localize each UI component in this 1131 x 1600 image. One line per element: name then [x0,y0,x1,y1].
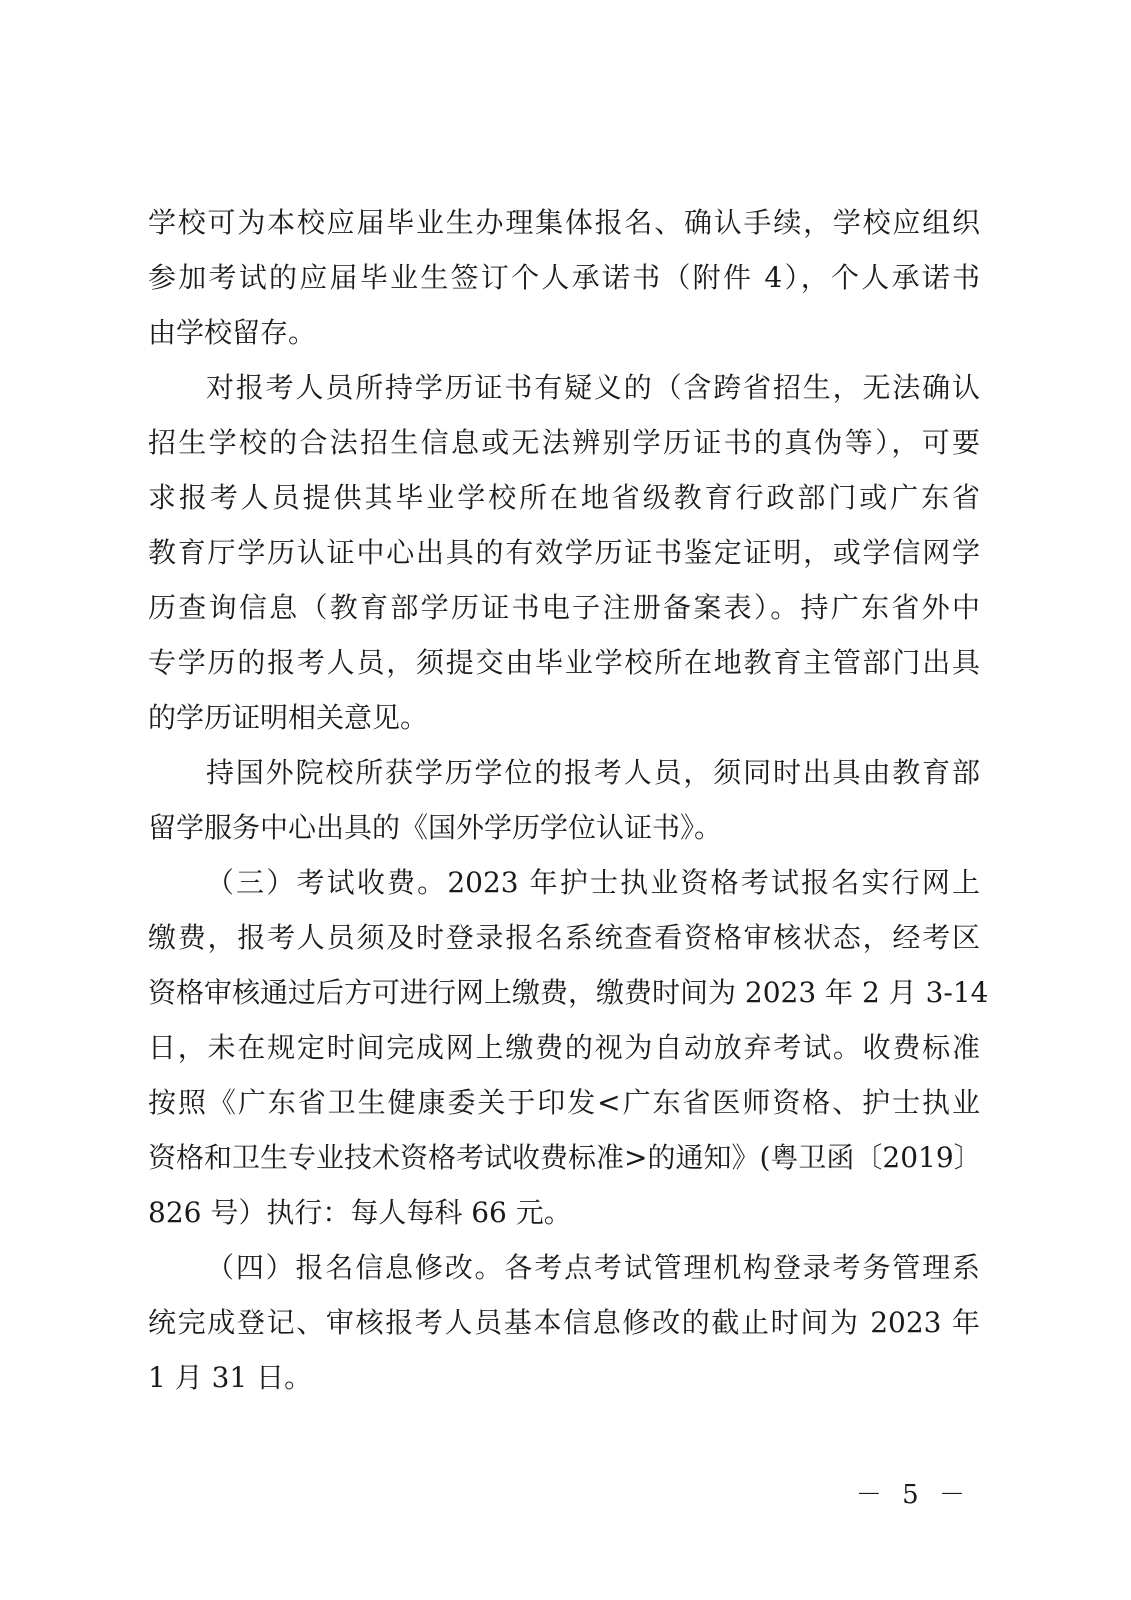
text-line: 专学历的报考人员，须提交由毕业学校所在地教育主管部门出具 [148,646,980,679]
text-line: 1 月 31 日。 [148,1361,313,1394]
section-heading-line: （三）考试收费。2023 年护士执业资格考试报名实行网上 [206,866,980,899]
text-line: 招生学校的合法招生信息或无法辨别学历证书的真伪等），可要 [148,426,980,459]
section-heading-line: （四）报名信息修改。各考点考试管理机构登录考务管理系 [206,1251,980,1284]
page-number: － 5 － [855,1480,971,1510]
text-line: 按照《广东省卫生健康委关于印发<广东省医师资格、护士执业 [148,1086,980,1119]
text-line: 教育厅学历认证中心出具的有效学历证书鉴定证明，或学信网学 [148,536,980,569]
text-line: 826 号）执行：每人每科 66 元。 [148,1196,572,1229]
text-line: 参加考试的应届毕业生签订个人承诺书（附件 4），个人承诺书 [148,261,980,294]
text-line: 日，未在规定时间完成网上缴费的视为自动放弃考试。收费标准 [148,1031,980,1064]
text-line: 持国外院校所获学历学位的报考人员，须同时出具由教育部 [206,756,980,789]
text-line: 资格和卫生专业技术资格考试收费标准>的通知》(粤卫函〔2019〕 [148,1141,982,1174]
text-line: 留学服务中心出具的《国外学历学位认证书》。 [148,811,723,844]
text-line: 资格审核通过后方可进行网上缴费，缴费时间为 2023 年 2 月 3-14 [148,976,989,1009]
text-line: 统完成登记、审核报考人员基本信息修改的截止时间为 2023 年 [148,1306,980,1339]
text-line: 缴费，报考人员须及时登录报名系统查看资格审核状态，经考区 [148,921,980,954]
text-line: 学校可为本校应届毕业生办理集体报名、确认手续，学校应组织 [148,206,980,239]
text-line: 由学校留存。 [148,316,317,349]
text-line: 对报考人员所持学历证书有疑义的（含跨省招生，无法确认 [206,371,980,404]
text-line: 历查询信息（教育部学历证书电子注册备案表）。持广东省外中 [148,591,980,624]
text-line: 的学历证明相关意见。 [148,701,429,734]
text-line: 求报考人员提供其毕业学校所在地省级教育行政部门或广东省 [148,481,980,514]
